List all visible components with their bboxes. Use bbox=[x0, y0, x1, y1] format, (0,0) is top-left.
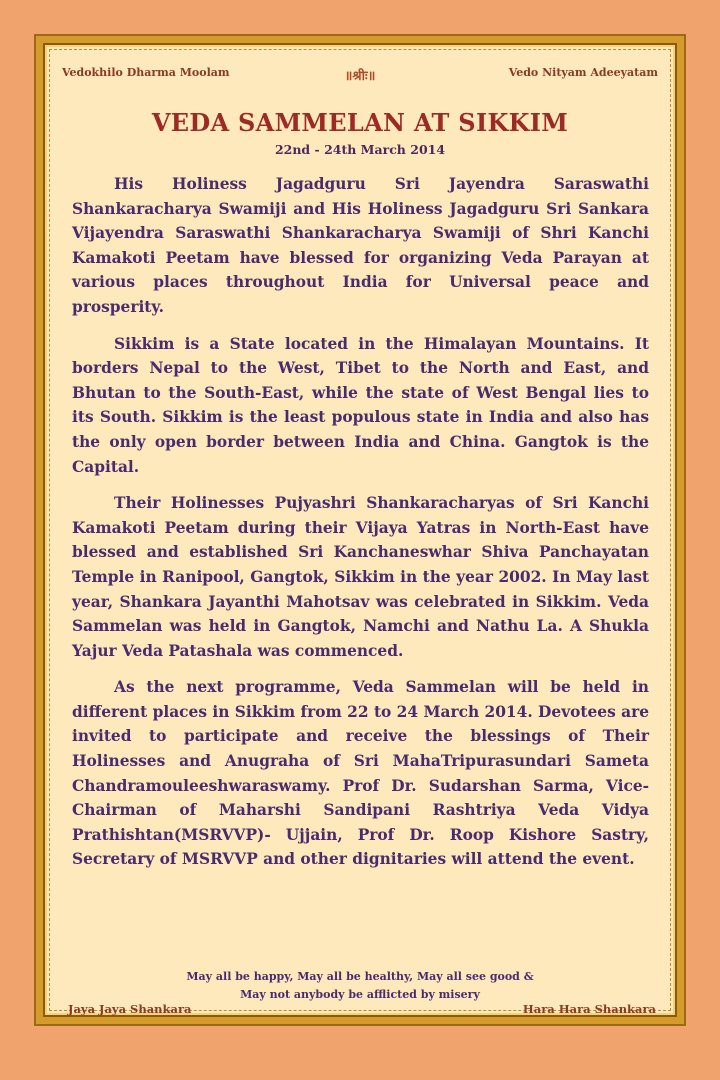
paragraph-history: Their Holinesses Pujyashri Shankaracharyas of Sri Kanchi Kamakoti Peetam during their Vijaya Yatras in North-East have blessed and established Sri Kanchaneswhar Shiva Panchayatan Temple in Ranipool, Gangtok, Sikkim in the year 2002. In May last year, Shankara Jayanthi Mahotsav was celebrated in Sikkim. Veda Sammelan was held in Gangtok, Namchi and Nathu La. A Shukla Yajur Veda Patashala was commenced. bbox=[72, 494, 649, 660]
blessing-line-2: May not anybody be afflicted by misery bbox=[240, 988, 480, 1001]
closing-blessing bbox=[0, 968, 720, 1004]
paragraph-sikkim: Sikkim is a State located in the Himalayan Mountains. It borders Nepal to the West, Tibet to the North and East, and Bhutan to the South-East, while the state of West Bengal lies to its South. Sikkim is the least populous state in India and also has the only open border between India and China. Gangtok is the Capital. bbox=[72, 334, 649, 476]
blessing-line-1: May all be happy, May all be healthy, May all see good & bbox=[186, 970, 534, 983]
header-right-motto: Vedo Nityam Adeeyatam bbox=[508, 66, 658, 79]
paragraph-programme: As the next programme, Veda Sammelan will be held in different places in Sikkim from 22 to 24 March 2014. Devotees are invited to participate and receive the blessings of Their Holinesses and Anugraha of Sri MahaTripurasundari Sameta Chandramouleeshwaraswamy. Prof Dr. Sudarshan Sarma, Vice-Chairman of Maharshi Sandipani Rashtriya Veda Vidya Prathishtan(MSRVVP)- Ujjain, Prof Dr. Roop Kishore Sastry, Secretary of MSRVVP and other dignitaries will attend the event. bbox=[72, 678, 649, 869]
article-body bbox=[72, 172, 649, 884]
paragraph-blessing: His Holiness Jagadguru Sri Jayendra Saraswathi Shankaracharya Swamiji and His Holiness Jagadguru Sri Sankara Vijayendra Saraswathi Shankaracharya Swamiji of Shri Kanchi Kamakoti Peetam have blessed for organizing Veda Parayan at various places throughout India for Universal peace and prosperity. bbox=[72, 175, 649, 316]
footer-right-text: Hara Hara Shankara bbox=[522, 1002, 656, 1016]
header-left-motto: Vedokhilo Dharma Moolam bbox=[62, 66, 230, 79]
header-shri-symbol: ॥श्रीः॥ bbox=[344, 69, 376, 84]
event-date: 22nd - 24th March 2014 bbox=[274, 142, 446, 157]
footer-left-text: Jaya Jaya Shankara bbox=[68, 1002, 192, 1016]
page-title: VEDA SAMMELAN AT SIKKIM bbox=[151, 108, 569, 137]
